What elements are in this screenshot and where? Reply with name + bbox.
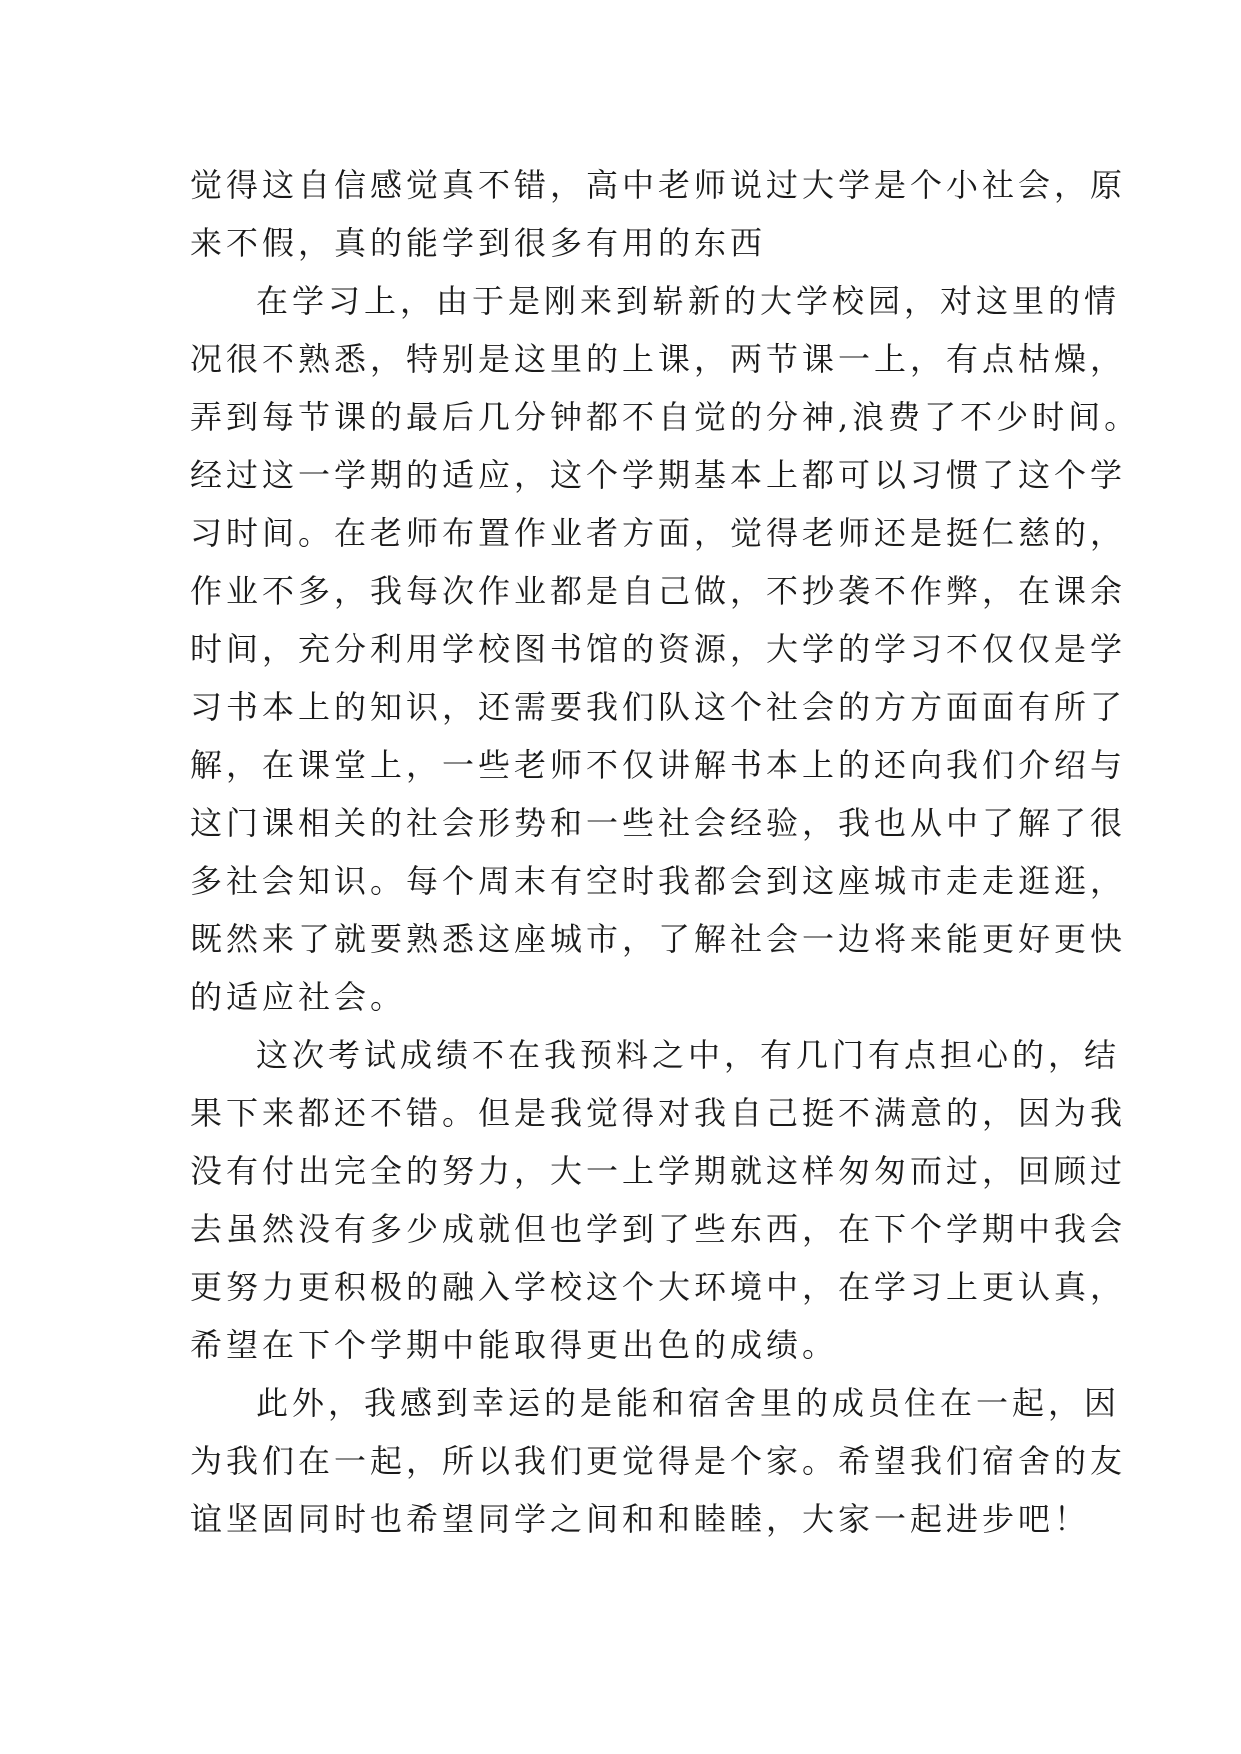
text-line: 希望在下个学期中能取得更出色的成绩。 <box>190 1326 839 1364</box>
text-line: 习时间。在老师布置作业者方面，觉得老师还是挺仁慈的， <box>190 514 1127 552</box>
text-line: 谊坚固同时也希望同学之间和和睦睦，大家一起进步吧！ <box>190 1500 1091 1538</box>
text-line: 果下来都还不错。但是我觉得对我自己挺不满意的，因为我 <box>190 1094 1127 1132</box>
text-line: 既然来了就要熟悉这座城市，了解社会一边将来能更好更快 <box>190 920 1127 958</box>
text-line: 为我们在一起，所以我们更觉得是个家。希望我们宿舍的友 <box>190 1442 1127 1480</box>
text-line: 这门课相关的社会形势和一些社会经验，我也从中了解了很 <box>190 804 1127 842</box>
text-line: 况很不熟悉，特别是这里的上课，两节课一上，有点枯燥， <box>190 340 1127 378</box>
text-line: 这次考试成绩不在我预料之中，有几门有点担心的，结 <box>256 1036 1121 1074</box>
text-line: 作业不多，我每次作业都是自己做，不抄袭不作弊，在课余 <box>190 572 1127 610</box>
text-line: 此外，我感到幸运的是能和宿舍里的成员住在一起，因 <box>256 1384 1121 1422</box>
paragraph-4 <box>190 1374 1127 1548</box>
text-line: 更努力更积极的融入学校这个大环境中，在学习上更认真， <box>190 1268 1127 1306</box>
text-line: 在学习上，由于是刚来到崭新的大学校园，对这里的情 <box>256 282 1121 320</box>
text-line: 解，在课堂上，一些老师不仅讲解书本上的还向我们介绍与 <box>190 746 1127 784</box>
text-line: 没有付出完全的努力，大一上学期就这样匆匆而过，回顾过 <box>190 1152 1127 1190</box>
text-line: 觉得这自信感觉真不错，高中老师说过大学是个小社会，原 <box>190 166 1127 204</box>
paragraph-3 <box>190 1026 1127 1374</box>
text-line: 弄到每节课的最后几分钟都不自觉的分神,浪费了不少时间。 <box>190 398 1141 436</box>
text-line: 经过这一学期的适应，这个学期基本上都可以习惯了这个学 <box>190 456 1127 494</box>
paragraph-1 <box>190 156 1127 272</box>
text-line: 来不假，真的能学到很多有用的东西 <box>190 224 767 262</box>
text-line: 的适应社会。 <box>190 978 407 1016</box>
text-line: 去虽然没有多少成就但也学到了些东西，在下个学期中我会 <box>190 1210 1127 1248</box>
text-line: 时间，充分利用学校图书馆的资源，大学的学习不仅仅是学 <box>190 630 1127 668</box>
paragraph-2 <box>190 272 1141 1026</box>
text-line: 多社会知识。每个周末有空时我都会到这座城市走走逛逛， <box>190 862 1127 900</box>
text-line: 习书本上的知识，还需要我们队这个社会的方方面面有所了 <box>190 688 1127 726</box>
document-body <box>190 156 1141 1548</box>
